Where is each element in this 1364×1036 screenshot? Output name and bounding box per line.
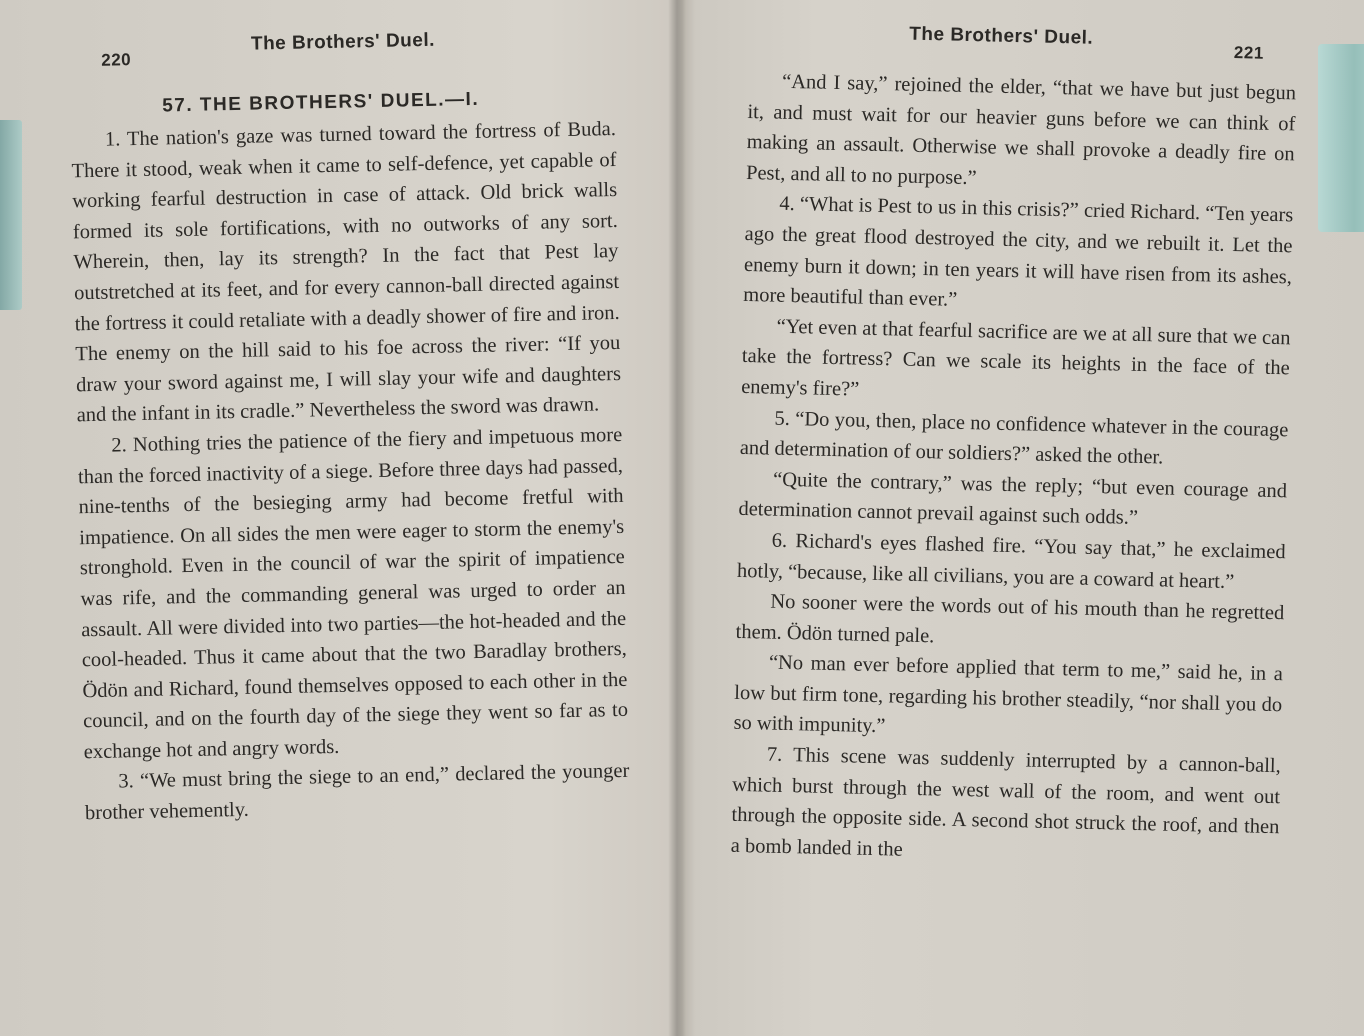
glass-object-left (0, 120, 22, 310)
left-page-number: 220 (101, 50, 132, 70)
paragraph: 4. “What is Pest to us in this crisis?” cried Richard. “Ten years ago the great flood destroyed the city, and we rebuilt it. Let the enemy burn it down; in ten years it will have risen from its ashes, more beautiful than ever.” (743, 193, 1294, 311)
paragraph: 3. “We must bring the siege to an end,” declared the younger brother vehemently. (84, 760, 630, 825)
paragraph: 1. The nation's gaze was turned toward the fortress of Buda. There it stood, weak when it came to self-defence, yet capable of working fearful destruction in case of attack. Old brick walls formed its sole fortifications, with no outworks of any sort. Wherein, then, lay its strength? In the fact that Pest lay outstretched at its feet, and for every cannon-ball directed against the fortress it could retaliate with a deadly shower of fire and iron. The enemy on the hill said to his foe across the river: “If you draw your sword against me, I will slay your wife and daughters and the infant in its cradle.” Nevertheless the sword was drawn. (71, 117, 622, 427)
paragraph: “Quite the contrary,” was the reply; “but even courage and determination cannot prevail against such odds.” (738, 468, 1288, 530)
paragraph: 2. Nothing tries the patience of the fiery and impetuous more than the forced inactivity of a siege. Before three days had passed, nine-tenths of the besieging army had become fretful with impatience. On all sides the men were eager to storm the enemy's stronghold. Even in the council of war the spirit of impatience was rife, and the commanding general was urged to order an assault. All were divided into two parties—the hot-headed and the cool-headed. Thus it came about that the two Baradlay brothers, Ödön and Richard, found themselves opposed to each other in the council, and on the fourth day of the siege they went so far as to exchange hot and angry words. (77, 423, 629, 764)
right-running-head (749, 20, 1310, 69)
chapter-title: 57. THE BROTHERS' DUEL.—I. (162, 88, 480, 117)
paragraph: “No man ever before applied that term to me,” said he, in a low but firm tone, regarding his brother steadily, “nor shall you do so with impunity.” (733, 651, 1284, 738)
left-running-title: The Brothers' Duel. (250, 29, 436, 55)
paragraph: 7. This scene was suddenly interrupted by a cannon-ball, which burst through the west wall of the room, and went out through the opposite side. A second shot struck the roof, and then a bomb landed in the (730, 743, 1282, 861)
book-gutter (668, 0, 686, 1036)
paragraph: 5. “Do you, then, place no confidence whatever in the courage and determination of our soldiers?” asked the other. (739, 407, 1289, 469)
right-running-title: The Brothers' Duel. (909, 23, 1094, 49)
glass-object-right (1318, 44, 1364, 232)
paragraph: “And I say,” rejoined the elder, “that we have but just begun it, and must wait for our heavier guns before we can think of making an assault. Otherwise we shall provoke a deadly fire on Pest, and all to no purpose.” (745, 70, 1297, 189)
left-running-head (41, 26, 622, 74)
right-body-text (730, 66, 1296, 874)
right-page (730, 0, 1310, 861)
left-body-text (71, 114, 631, 829)
right-page-number: 221 (1233, 42, 1265, 63)
paragraph: 6. Richard's eyes flashed fire. “You say that,” he exclaimed hotly, “because, like all civilians, you are a coward at heart.” (736, 529, 1286, 593)
paragraph: “Yet even at that fearful sacrifice are we at all sure that we can take the fortress? Can we scale its heights in the face of the enemy's fire?” (740, 315, 1291, 401)
paragraph: No sooner were the words out of his mouth than he regretted them. Ödön turned pale. (735, 590, 1285, 648)
